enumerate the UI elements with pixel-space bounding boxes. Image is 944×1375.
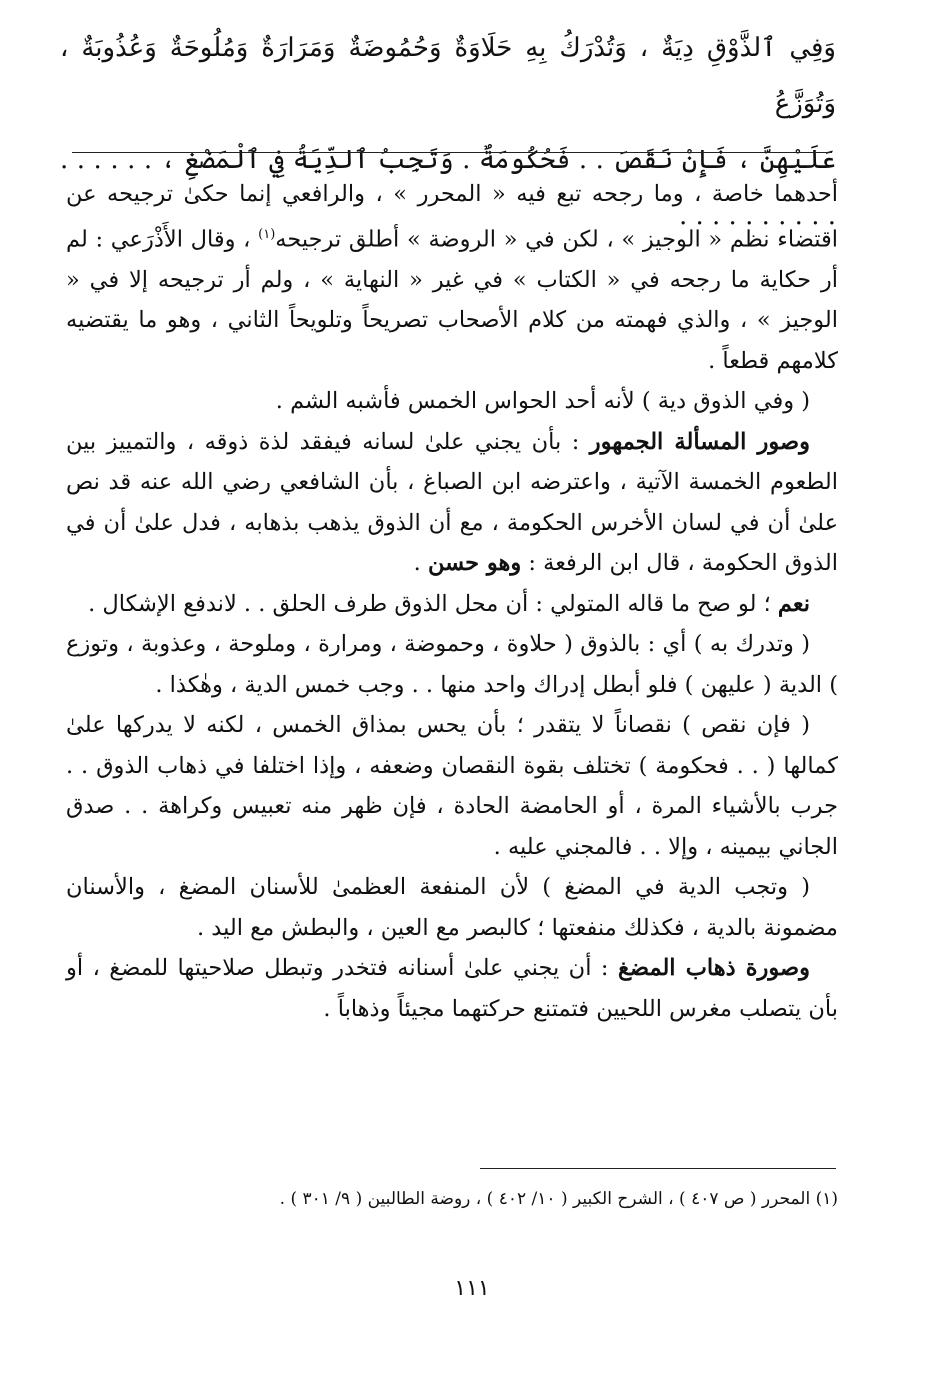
commentary-paragraph: أحدهما خاصة ، وما رجحه تبع فيه « المحرر » ، والرافعي إنما حكىٰ ترجيحه عن اقتضاء نظم « الوجيز » ، لكن في « الروضة » أطلق ترجيحه$^{(١)}$ ، وقال الأَذْرَعي : لم أر حكاية ما رجحه في « الكتاب » في غير « النهاية » ، ولم أر ترجيحه إلا في « الوجيز » ، والذي فهمته من كلام الأصحاب تصريحاً وتلويحاً الثاني ، وهو ما يقتضيه كلامهم قطعاً . xyxy=(66,181,838,374)
commentary-paragraph: ( وتدرك به ) أي : بالذوق ( حلاوة ، وحموضة ، ومرارة ، وملوحة ، وعذوبة ، وتوزع ) الدية ( عليهن ) فلو أبطل إدراك واحد منها . . وجب خمس الدية ، وهٰكذا . xyxy=(66,631,838,698)
commentary-paragraph: نعم ؛ لو صح ما قاله المتولي : أن محل الذوق طرف الحلق . . لاندفع الإشكال . xyxy=(88,590,810,617)
footnote-separator xyxy=(480,1168,836,1169)
footnote-marker: (١) xyxy=(258,226,276,242)
main-text-line: عَلَيْهِنَّ ، فَإِنْ نَقَصَ . . فَحُكُومَةٌ . وَتَجِبُ ٱلدِّيَةُ فِي ٱلْمَضْغِ ، . . . . . . . . . . . . . . . . xyxy=(60,145,836,231)
commentary-paragraph: وصور المسألة الجمهور : بأن يجني علىٰ لسانه فيفقد لذة ذوقه ، والتمييز بين الطعوم الخمسة الآتية ، واعترضه ابن الصباغ ، بأن الشافعي رضي الله عنه قد نص علىٰ أن في لسان الأخرس الحكومة ، مع أن الذوق يذهب بذهابه ، فدل علىٰ أن في الذوق الحكومة ، قال ابن الرفعة : وهو حسن . xyxy=(66,428,838,576)
commentary-paragraph: وصورة ذهاب المضغ : أن يجني علىٰ أسنانه فتخدر وتبطل صلاحيتها للمضغ ، أو بأن يتصلب مغرس اللحيين فتمتنع حركتهما مجيئاً وذهاباً . xyxy=(66,955,838,1022)
commentary-paragraph: ( وفي الذوق دية ) لأنه أحد الحواس الخمس فأشبه الشم . xyxy=(275,388,810,414)
commentary-paragraph: ( وتجب الدية في المضغ ) لأن المنفعة العظمىٰ للأسنان المضغ ، والأسنان مضمونة بالدية ، فكذلك منفعتها ؛ كالبصر مع العين ، والبطش مع اليد . xyxy=(66,874,838,941)
separator-line xyxy=(72,152,832,153)
commentary-text xyxy=(66,174,838,1029)
page-number: ١١١ xyxy=(454,1276,490,1301)
commentary-paragraph: ( فإن نقص ) نقصاناً لا يتقدر ؛ بأن يحس بمذاق الخمس ، لكنه لا يدركها علىٰ كمالها ( . . فحكومة ) تختلف بقوة النقصان وضعفه ، وإذا اختلفا في ذهاب الذوق . . جرب بالأشياء المرة ، أو الحامضة الحادة ، فإن ظهر منه تعبيس وكراهة . . صدق الجاني بيمينه ، وإلا . . فالمجني عليه . xyxy=(66,712,838,860)
main-text-line: وَفِي ٱلذَّوْقِ دِيَةٌ ، وَتُدْرَكُ بِهِ حَلَاوَةٌ وَحُمُوضَةٌ وَمَرَارَةٌ وَمُلُوحَةٌ وَعُذُوبَةٌ ، وَتُوَزَّعُ xyxy=(60,33,836,119)
footnote: (١) المحرر ( ص ٤٠٧ ) ، الشرح الكبير ( ١٠/ ٤٠٢ ) ، روضة الطالبين ( ٩/ ٣٠١ ) . xyxy=(279,1189,838,1209)
